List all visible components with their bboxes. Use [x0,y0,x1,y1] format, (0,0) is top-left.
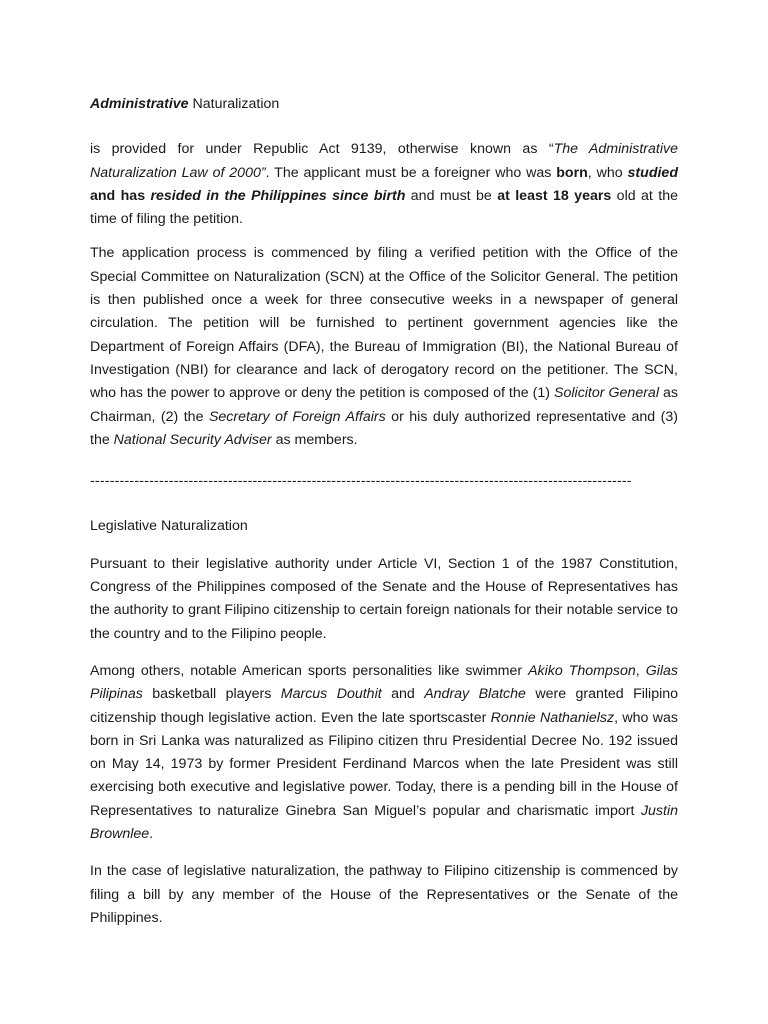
law-title: The Administrative Naturalization Law of 2000” [90,141,678,181]
emphasis-studied: studied [627,164,678,181]
legislative-heading: Legislative Naturalization [90,518,248,535]
person-name: Akiko Thompson [528,662,636,679]
administrative-paragraph-2 [90,242,678,452]
text-run: or his duly authorized representative and (3) the [90,408,678,448]
text-run: Among others, notable American sports personalities like swimmer [90,662,529,679]
administrative-heading [90,93,678,116]
text-run: and must be [405,187,498,204]
secretary-foreign-affairs: Secretary of Foreign Affairs [208,408,386,425]
text-run: as Chairman, (2) the [90,385,678,425]
legislative-paragraph-3: In the case of legislative naturalization, the pathway to Filipino citizenship is commenced by filing a bill by any member of the House of the Representatives or the Senate of the Philippines. [90,863,678,926]
person-name: Andray Blatche [424,686,526,703]
text-run: . The applicant must be a foreigner who was [265,164,557,181]
text-run: basketball players [142,686,281,703]
person-name: Justin Brownlee [90,802,678,843]
person-name: Marcus Douthit [280,686,382,703]
legislative-paragraph-2 [90,660,678,846]
emphasis-and-has: and has [90,187,151,204]
section-divider: -------------------------------------------------------------------------------------------------------------- [90,473,632,490]
heading-rest: Naturalization [188,96,280,112]
text-run: . [149,826,154,843]
heading-bold-word: Administrative [90,96,189,112]
national-security-adviser: National Security Adviser [113,431,272,448]
text-run: , who was born in Sri Lanka was naturalized as Filipino citizen thru Presidential Decree No. 192 issued on May 14, 1973 by former President Ferdinand Marcos when the late President was still exercising both executive and legislative power. Today, there is a pending bill in the House of Representatives to naturalize Ginebra San Miguel’s popular and charismatic import [90,709,678,819]
emphasis-resided: resided in the Philippines since birth [150,187,406,204]
team-name: Gilas Pilipinas [90,662,679,703]
administrative-paragraph-1 [90,138,678,231]
emphasis-age: at least 18 years [497,187,612,204]
text-run: , [635,662,646,679]
text-run: old at the time of filing the petition. [90,187,678,228]
legislative-paragraph-1: Pursuant to their legislative authority under Article VI, Section 1 of the 1987 Constitution, Congress of the Philippines composed of the Senate and the House of Representatives has the authority to grant Filipino citizenship to certain foreign nationals for their notable service to the country and to the Filipino people. [90,555,678,642]
text-run: and [381,686,425,703]
solicitor-general: Solicitor General [554,385,659,402]
text-run: were granted Filipino citizenship though legislative action. Even the late sportscaster [90,686,679,726]
text-run: The application process is commenced by filing a verified petition with the Office of the Special Committee on Naturalization (SCN) at the Office of the Solicitor General. The petition is then published once a week for three consecutive weeks in a newspaper of general circulation. The petition will be furnished to pertinent government agencies like the Department of Foreign Affairs (DFA), the Bureau of Immigration (BI), the National Bureau of Investigation (NBI) for clearance and lack of derogatory record on the petitioner. The SCN, who has the power to approve or deny the petition is composed of the (1) [90,245,678,402]
text-run: as members. [271,431,358,448]
person-name: Ronnie Nathanielsz [490,709,615,726]
text-run: , who [587,164,628,181]
text-run: is provided for under Republic Act 9139, otherwise known as “ [90,141,554,158]
document-page [90,93,678,941]
emphasis-born: born [556,164,588,181]
